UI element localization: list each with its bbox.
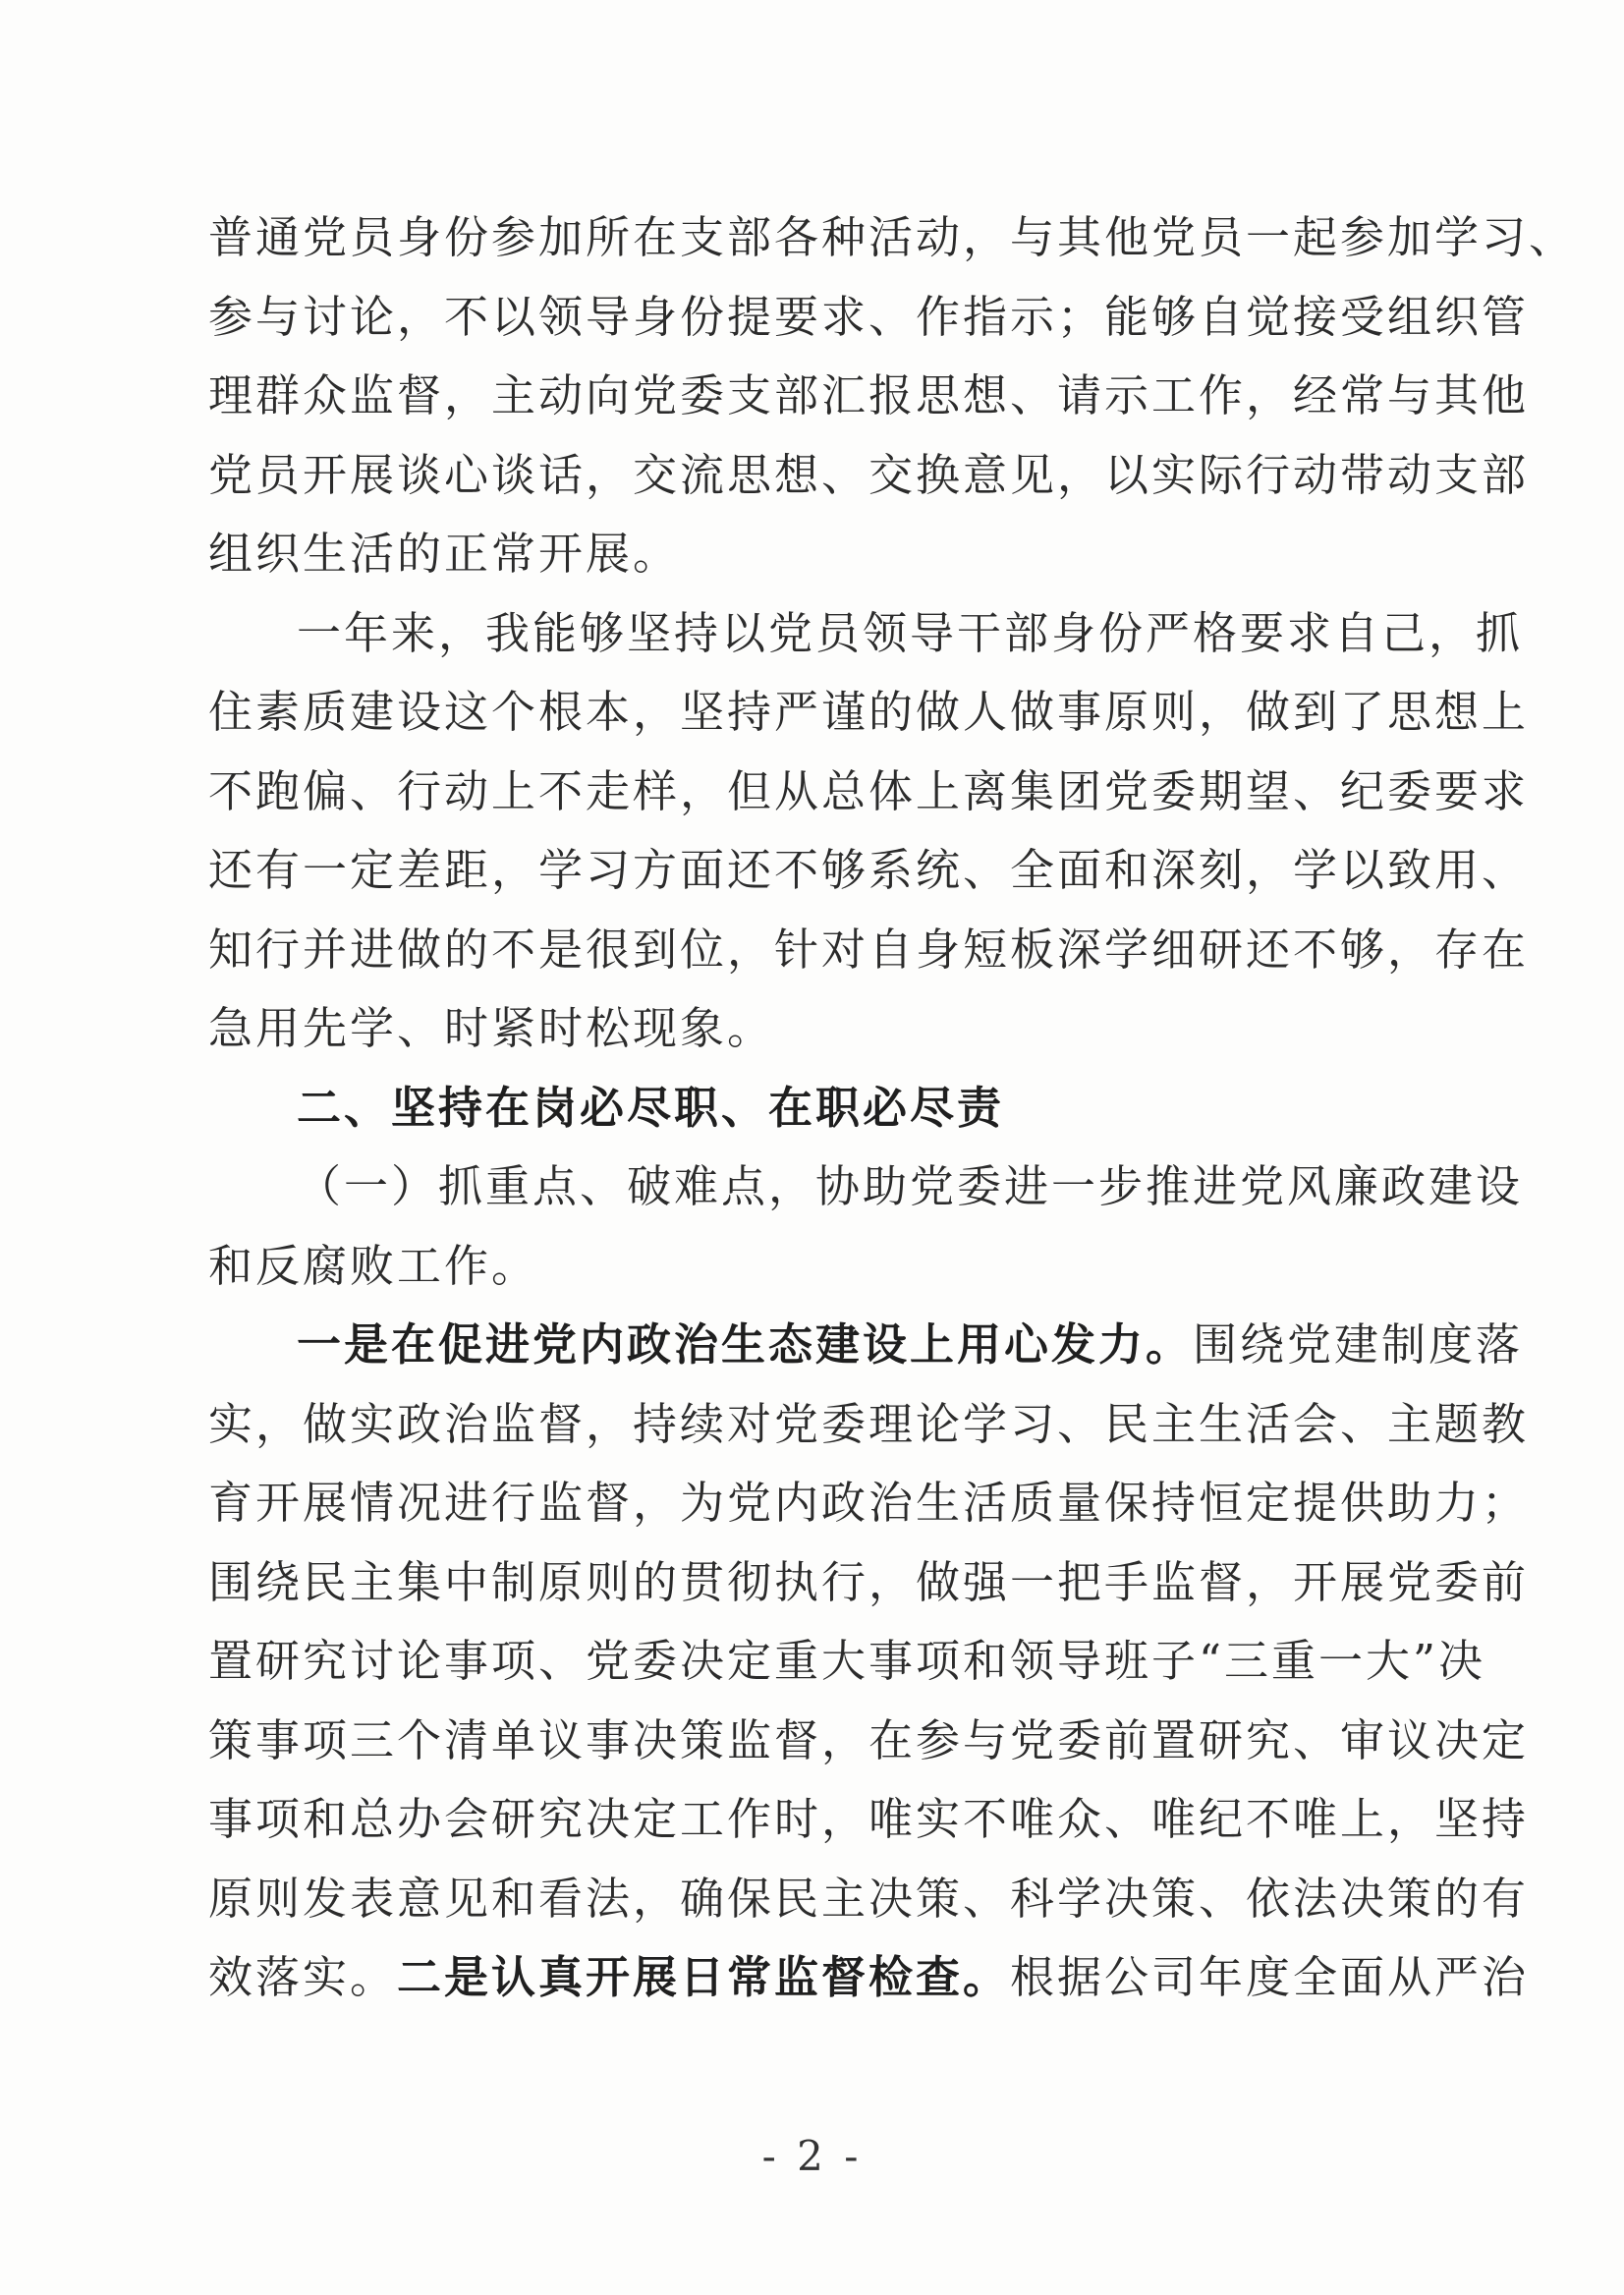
text-line: 党员开展谈心谈话，交流思想、交换意见，以实际行动带动支部 <box>208 448 1530 501</box>
text-line: 理群众监督，主动向党委支部汇报思想、请示工作，经常与其他 <box>208 369 1530 421</box>
text-line: 组织生活的正常开展。 <box>208 528 681 580</box>
text-line: 不跑偏、行动上不走样，但从总体上离集团党委期望、纪委要求 <box>208 764 1530 817</box>
text-line: 一年来，我能够坚持以党员领导干部身份严格要求自己，抓 <box>297 606 1524 659</box>
text-line: 和反腐败工作。 <box>208 1239 539 1292</box>
paragraph-political-ecology <box>208 1306 1530 2018</box>
text-line: 置研究讨论事项、党委决定重大事项和领导班子“三重一大”决 <box>208 1635 1486 1687</box>
subsection-heading <box>208 1148 1524 1306</box>
bold-lead-text: 二是认真开展日常监督检查。 <box>397 1951 1011 2003</box>
bold-lead-text: 一是在促进党内政治生态建设上用心发力。 <box>297 1318 1194 1371</box>
document-body <box>208 198 1577 2018</box>
text-line: 普通党员身份参加所在支部各种活动，与其他党员一起参加学习、 <box>208 211 1577 263</box>
text-line: 住素质建设这个根本，坚持严谨的做人做事原则，做到了思想上 <box>208 686 1530 738</box>
text-line <box>208 1938 1530 2018</box>
paragraph-self-assessment <box>208 594 1530 1069</box>
text-line: 围绕民主集中制原则的贯彻执行，做强一把手监督，开展党委前 <box>208 1555 1530 1608</box>
text-line: 知行并进做的不是很到位，针对自身短板深学细研还不够，存在 <box>208 923 1530 976</box>
text-line: 参与讨论，不以领导身份提要求、作指示；能够自觉接受组织管 <box>208 290 1530 343</box>
section-heading: 二、坚持在岗必尽职、在职必尽责 <box>297 1081 1005 1134</box>
text-line: （一）抓重点、破难点，协助党委进一步推进党风廉政建设 <box>297 1160 1524 1212</box>
page-number: - 2 - <box>761 2132 863 2180</box>
inline-text: 围绕党建制度落 <box>1193 1318 1524 1371</box>
text-line: 原则发表意见和看法，确保民主决策、科学决策、依法决策的有 <box>208 1872 1530 1925</box>
text-line: 育开展情况进行监督，为党内政治生活质量保持恒定提供助力； <box>208 1477 1530 1529</box>
text-line: 还有一定差距，学习方面还不够系统、全面和深刻，学以致用、 <box>208 844 1530 896</box>
text-line <box>208 1306 1524 1385</box>
text-line: 策事项三个清单议事决策监督，在参与党委前置研究、审议决定 <box>208 1713 1530 1766</box>
paragraph-membership <box>208 198 1577 594</box>
text-line: 急用先学、时紧时松现象。 <box>208 1002 775 1054</box>
text-line: 实，做实政治监督，持续对党委理论学习、民主生活会、主题教 <box>208 1397 1530 1450</box>
text-line: 事项和总办会研究决定工作时，唯实不唯众、唯纪不唯上，坚持 <box>208 1793 1530 1845</box>
inline-text: 效落实。 <box>208 1951 398 2003</box>
inline-text: 根据公司年度全面从严治 <box>1010 1951 1530 2003</box>
